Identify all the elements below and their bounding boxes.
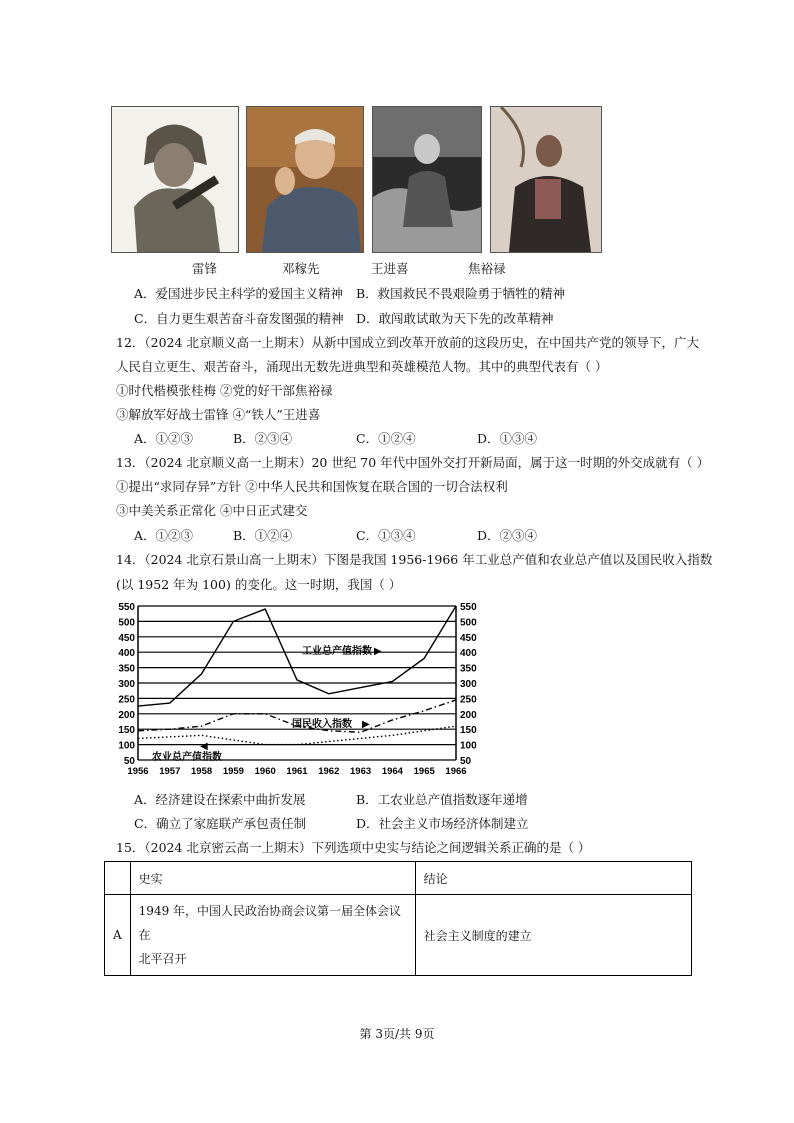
- y-tick-label-left: 500: [118, 617, 135, 629]
- table-header-conclusion: 结论: [415, 862, 691, 895]
- table-header-fact: 史实: [130, 862, 415, 895]
- row-a-label: A: [105, 895, 131, 976]
- row-a-conclusion: 社会主义制度的建立: [415, 895, 691, 976]
- q14-stem-line1: 14．（2024 北京石景山高一上期末）下图是我国 1956-1966 年工业总产值和农业总产值以及国民收入指数: [116, 552, 713, 567]
- q13-item-line2: ①提出“求同存异”方针 ②中华人民共和国恢复在联合国的一切合法权利: [116, 479, 508, 494]
- y-tick-label-left: 150: [118, 725, 135, 737]
- row-a-fact-line1: 1949 年，中国人民政治协商会议第一届全体会议在: [138, 904, 402, 942]
- q12-stem-line1: 12．（2024 北京顺义高一上期末）从新中国成立到改革开放前的这段历史，在中国共产党的领导下，广大: [116, 335, 699, 350]
- page-footer: 第 3页/共 9页: [359, 1027, 435, 1041]
- photo-wang-jinxi: [372, 106, 482, 253]
- table-row[interactable]: [105, 895, 692, 976]
- y-tick-label-right: 50: [460, 756, 472, 767]
- q12-option-b[interactable]: B．②③④: [233, 431, 293, 446]
- y-tick-label-right: 550: [460, 602, 477, 613]
- q11-option-c[interactable]: C．自力更生艰苦奋斗奋发图强的精神: [134, 311, 344, 326]
- q11-option-d[interactable]: D．敢闯敢试敢为天下先的改革精神: [356, 311, 554, 326]
- x-tick-label: 1966: [445, 766, 467, 777]
- row-a-fact: [130, 895, 415, 976]
- q14-option-a[interactable]: A．经济建设在探索中曲折发展: [134, 792, 306, 807]
- caption-jiao-yulu: 焦裕禄: [468, 261, 506, 276]
- q12-option-d[interactable]: D．①③④: [477, 431, 538, 446]
- q13-option-b[interactable]: B．①②④: [233, 528, 293, 543]
- table-corner-cell: [105, 862, 131, 895]
- caption-wang-jinxi: 王进喜: [371, 261, 409, 276]
- y-tick-label-left: 100: [118, 740, 135, 752]
- q12-option-c[interactable]: C．①②④: [356, 431, 416, 446]
- q13-option-c[interactable]: C．①③④: [356, 528, 416, 543]
- q11-option-b[interactable]: B．救国救民不畏艰险勇于牺牲的精神: [356, 286, 566, 301]
- q13-item-line3: ③中美关系正常化 ④中日正式建交: [116, 503, 308, 518]
- y-tick-label-right: 200: [460, 709, 477, 721]
- q15-table: [104, 861, 692, 976]
- q13-option-d[interactable]: D．②③④: [477, 528, 538, 543]
- y-tick-label-left: 400: [118, 648, 135, 660]
- wang-jinxi-portrait: [373, 107, 481, 252]
- jiao-yulu-portrait: [491, 107, 601, 252]
- q13-option-a[interactable]: A．①②③: [134, 528, 194, 543]
- series-arrow: ▶: [362, 719, 370, 730]
- lei-feng-portrait: [112, 107, 238, 252]
- y-tick-label-right: 300: [460, 679, 477, 690]
- series-arrow: ◀: [200, 741, 208, 752]
- x-tick-label: 1961: [286, 766, 308, 777]
- y-tick-label-left: 450: [118, 632, 135, 644]
- caption-lei-feng: 雷锋: [192, 261, 218, 276]
- q14-option-d[interactable]: D．社会主义市场经济体制建立: [356, 816, 529, 831]
- y-tick-label-left: 550: [118, 602, 135, 613]
- x-tick-label: 1959: [222, 766, 244, 777]
- q12-item-line4: ③解放军好战士雷锋 ④“铁人”王进喜: [116, 407, 321, 422]
- photo-jiao-yulu: [490, 106, 602, 253]
- y-tick-label-left: 350: [118, 663, 135, 675]
- q12-item-line3: ①时代楷模张桂梅 ②党的好干部焦裕禄: [116, 383, 333, 398]
- row-a-fact-line2: 北平召开: [138, 952, 187, 966]
- x-tick-label: 1964: [381, 766, 403, 777]
- y-tick-label-right: 100: [460, 740, 477, 752]
- q13-stem-line1: 13．（2024 北京顺义高一上期末）20 世纪 70 年代中国外交打开新局面，属于这一时期的外交成就有（ ）: [116, 455, 710, 470]
- series-label: 农业总产值指数: [152, 752, 222, 763]
- deng-jiaxian-portrait: [247, 107, 363, 252]
- y-tick-label-left: 300: [118, 679, 135, 690]
- y-tick-label-right: 350: [460, 663, 477, 675]
- y-tick-label-right: 250: [460, 694, 477, 706]
- x-tick-label: 1965: [413, 766, 435, 777]
- table-header-row: [105, 862, 692, 895]
- caption-deng-jiaxian: 邓稼先: [282, 261, 320, 276]
- q12-option-a[interactable]: A．①②③: [134, 431, 194, 446]
- y-tick-label-left: 50: [123, 756, 135, 767]
- series-arrow: ▶: [374, 646, 382, 657]
- x-tick-label: 1957: [159, 766, 181, 777]
- q14-option-b[interactable]: B．工农业总产值指数逐年递增: [356, 792, 528, 807]
- series-label: 国民收入指数: [292, 719, 352, 730]
- y-tick-label-right: 450: [460, 632, 477, 644]
- y-tick-label-left: 200: [118, 709, 135, 721]
- y-tick-label-right: 500: [460, 617, 477, 629]
- x-tick-label: 1963: [350, 766, 372, 777]
- x-tick-label: 1958: [191, 766, 213, 777]
- x-tick-label: 1956: [127, 766, 149, 777]
- q14-option-c[interactable]: C．确立了家庭联产承包责任制: [134, 816, 307, 831]
- q14-line-chart: [112, 600, 482, 782]
- series-label: 工业总产值指数: [302, 646, 372, 657]
- photo-lei-feng: [111, 106, 239, 253]
- y-tick-label-right: 400: [460, 648, 477, 660]
- y-tick-label-right: 150: [460, 725, 477, 737]
- q14-stem-line2: (以 1952 年为 100) 的变化。这一时期，我国（ ）: [116, 577, 402, 592]
- x-tick-label: 1962: [318, 766, 340, 777]
- q15-stem: 15．（2024 北京密云高一上期末）下列选项中史实与结论之间逻辑关系正确的是（ ）: [116, 840, 591, 855]
- photo-deng-jiaxian: [246, 106, 364, 253]
- x-tick-label: 1960: [254, 766, 276, 777]
- y-tick-label-left: 250: [118, 694, 135, 706]
- q11-option-a[interactable]: A．爱国进步民主科学的爱国主义精神: [134, 286, 344, 301]
- q12-stem-line2: 人民自立更生、艰苦奋斗，涌现出无数先进典型和英雄模范人物。其中的典型代表有（ ）: [116, 359, 608, 374]
